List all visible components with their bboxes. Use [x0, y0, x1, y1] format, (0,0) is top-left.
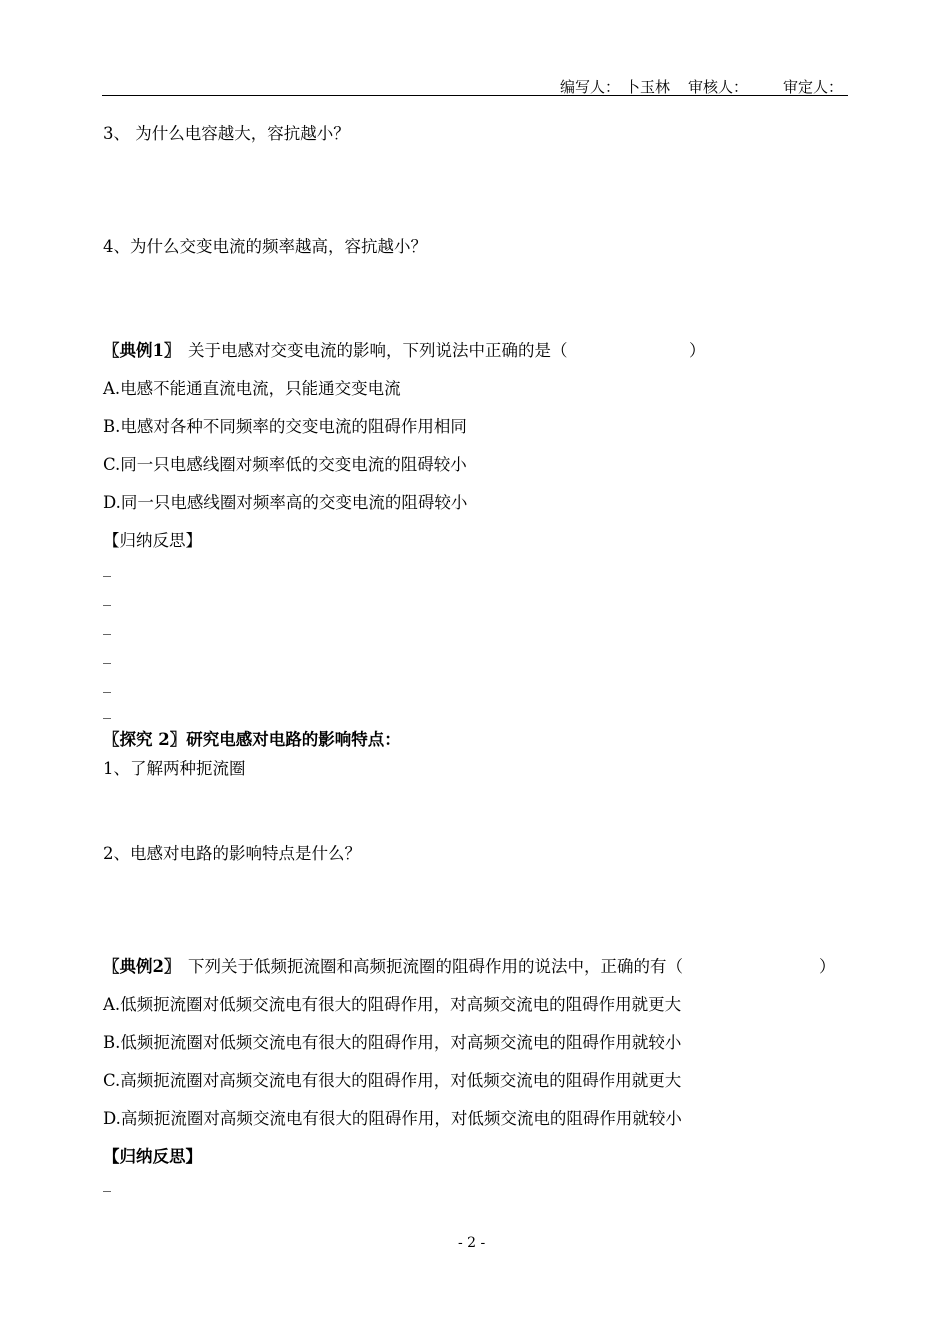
example1-close-paren: ）: [689, 341, 706, 360]
example1-tag: 〖典例1〗: [103, 341, 181, 360]
header-author-name: 卜玉林: [625, 78, 671, 96]
example2-stem: 下列关于低频扼流圈和高频扼流圈的阻碍作用的说法中，正确的有（: [188, 957, 683, 976]
example1-stem: 关于电感对交变电流的影响，下列说法中正确的是（: [188, 341, 568, 360]
explore2-item-2: 2、电感对电路的影响特点是什么？: [103, 844, 361, 863]
answer-blank-line: _: [103, 558, 111, 577]
question-3: 3、 为什么电容越大，容抗越小？: [103, 124, 350, 143]
explore2-title: 〖探究 2〗研究电感对电路的影响特点：: [103, 730, 401, 749]
example1-option-a: A.电感不能通直流电流，只能通交变电流: [103, 379, 401, 398]
header-reviewer-label: 审核人：: [688, 78, 749, 96]
answer-blank-line: _: [103, 700, 111, 719]
example2-option-d: D.高频扼流圈对高频交流电有很大的阻碍作用，对低频交流电的阻碍作用就较小: [103, 1109, 682, 1128]
example2-option-b: B.低频扼流圈对低频交流电有很大的阻碍作用，对高频交流电的阻碍作用就较小: [103, 1033, 682, 1052]
header-rule: [102, 95, 848, 96]
answer-blank-line: _: [103, 674, 111, 693]
explore2-item-1: 1、了解两种扼流圈: [103, 759, 246, 778]
example1-option-d: D.同一只电感线圈对频率高的交变电流的阻碍较小: [103, 493, 468, 512]
page-number: - 2 -: [458, 1235, 486, 1251]
header-author-label: 编写人：: [560, 78, 621, 96]
example2-reflection-heading: 【归纳反思】: [103, 1147, 202, 1166]
answer-blank-line: _: [103, 645, 111, 664]
example1-reflection-heading: 【归纳反思】: [103, 531, 202, 550]
example1-option-c: C.同一只电感线圈对频率低的交变电流的阻碍较小: [103, 455, 467, 474]
answer-blank-line: _: [103, 587, 111, 606]
answer-blank-line: _: [103, 1173, 111, 1192]
example2-close-paren: ）: [819, 957, 836, 976]
header-approver-label: 审定人：: [783, 78, 844, 96]
question-4: 4、为什么交变电流的频率越高，容抗越小？: [103, 237, 427, 256]
example2-option-a: A.低频扼流圈对低频交流电有很大的阻碍作用，对高频交流电的阻碍作用就更大: [103, 995, 682, 1014]
example2-option-c: C.高频扼流圈对高频交流电有很大的阻碍作用，对低频交流电的阻碍作用就更大: [103, 1071, 682, 1090]
answer-blank-line: _: [103, 616, 111, 635]
example1-option-b: B.电感对各种不同频率的交变电流的阻碍作用相同: [103, 417, 467, 436]
example2-tag: 〖典例2〗: [103, 957, 181, 976]
